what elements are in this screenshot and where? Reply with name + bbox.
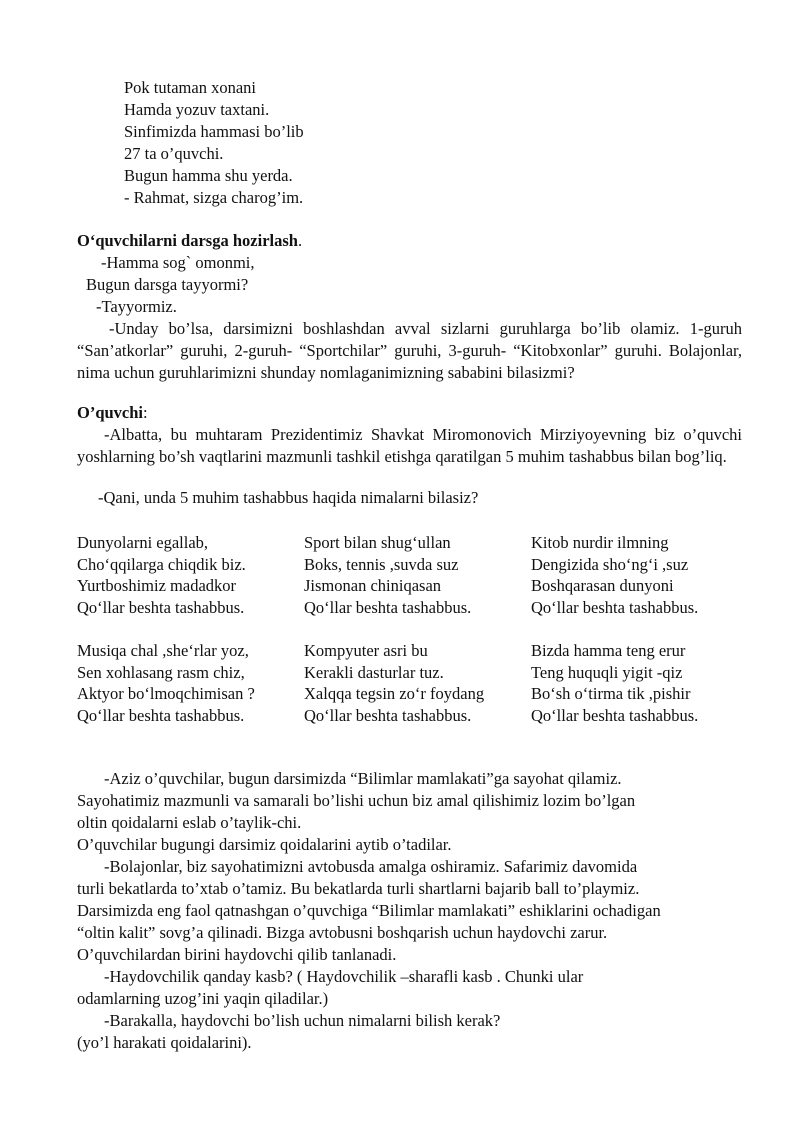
closing-line: turli bekatlarda to’xtab o’tamiz. Bu bekatlarda turli shartlarni bajarib ball to’playmiz. xyxy=(77,879,640,898)
closing-line: O’quvchilar bugungi darsimiz qoidalarini aytib o’tadilar. xyxy=(77,835,452,854)
poem-line: - Rahmat, sizga charog’im. xyxy=(124,188,304,207)
verse-line: Boshqarasan dunyoni xyxy=(531,576,674,596)
verse-stanza-2 xyxy=(304,532,471,619)
closing-line: O’quvchilardan birini haydovchi qilib tanlanadi. xyxy=(77,945,397,964)
verse-line: Kerakli dasturlar tuz. xyxy=(304,662,444,682)
verse-line: Qo‘llar beshta tashabbus. xyxy=(531,706,699,726)
closing-line: Darsimizda eng faol qatnashgan o’quvchiga “Bilimlar mamlakati” eshiklarini ochadigan xyxy=(77,901,661,920)
closing-line: Sayohatimiz mazmunli va samarali bo’lishi uchun biz amal qilishimiz lozim bo’lgan xyxy=(77,791,636,810)
verse-line: Sen xohlasang rasm chiz, xyxy=(77,662,245,682)
verse-stanza-1 xyxy=(77,532,246,619)
section-heading xyxy=(77,230,302,252)
closing-line: -Aziz o’quvchilar, bugun darsimizda “Bilimlar mamlakati”ga sayohat qilamiz. xyxy=(104,769,622,788)
closing-line: odamlarning uzog’ini yaqin qiladilar.) xyxy=(77,989,329,1008)
verse-line: Qo‘llar beshta tashabbus. xyxy=(77,598,245,618)
verse-stanza-3 xyxy=(531,532,698,619)
verse-line: Kitob nurdir ilmning xyxy=(531,533,669,552)
section-heading-period: . xyxy=(297,231,303,250)
verse-line: Aktyor bo‘lmoqchimisan ? xyxy=(77,684,255,704)
verse-line: Dengizida sho‘ng‘i ,suz xyxy=(531,554,689,574)
verse-line: Xalqqa tegsin zo‘r foydang xyxy=(304,684,485,704)
poem-line: Bugun hamma shu yerda. xyxy=(124,166,293,185)
poem-line: Hamda yozuv taxtani. xyxy=(124,100,270,119)
closing-line: oltin qoidalarni eslab o’taylik-chi. xyxy=(77,813,302,832)
closing-line: (yo’l harakati qoidalarini). xyxy=(77,1033,252,1052)
speaker-label xyxy=(77,402,148,424)
verse-line: Yurtboshimiz madadkor xyxy=(77,576,237,596)
verse-line: Bo‘sh o‘tirma tik ,pishir xyxy=(531,684,691,704)
verse-line: Bizda hamma teng erur xyxy=(531,641,686,660)
closing-line: “oltin kalit” sovg’a qilinadi. Bizga avtobusni boshqarish uchun haydovchi zarur. xyxy=(77,923,608,942)
verse-stanza-5 xyxy=(304,640,484,727)
closing-line: -Barakalla, haydovchi bo’lish uchun nimalarni bilish kerak? xyxy=(104,1011,501,1030)
student-answer-paragraph: -Albatta, bu muhtaram Prezidentimiz Shavkat Miromonovich Mirziyoyevning biz o’quvchi yoshlarning bo’sh vaqtlarini mazmunli tashkil etishga qaratilgan 5 muhim tashabbus bilan bog’liq. xyxy=(77,425,742,466)
closing-line: -Bolajonlar, biz sayohatimizni avtobusda amalga oshiramiz. Safarimiz davomida xyxy=(104,857,638,876)
dialog-line: -Tayyormiz. xyxy=(96,297,177,316)
verse-stanza-6 xyxy=(531,640,698,727)
teacher-question: -Qani, unda 5 muhim tashabbus haqida nimalarni bilasiz? xyxy=(98,488,479,507)
verse-line: Kompyuter asri bu xyxy=(304,641,428,660)
verse-line: Musiqa chal ,she‘rlar yoz, xyxy=(77,641,249,660)
verse-line: Cho‘qqilarga chiqdik biz. xyxy=(77,554,246,574)
closing-line: -Haydovchilik qanday kasb? ( Haydovchilik –sharafli kasb . Chunki ular xyxy=(104,967,584,986)
speaker-colon: : xyxy=(143,403,148,422)
verse-line: Qo‘llar beshta tashabbus. xyxy=(304,598,472,618)
verse-line: Teng huquqli yigit -qiz xyxy=(531,662,683,682)
speaker-name: O’quvchi xyxy=(77,403,144,422)
verse-line: Boks, tennis ,suvda suz xyxy=(304,554,459,574)
verse-line: Jismonan chiniqasan xyxy=(304,576,442,596)
poem-line: Sinfimizda hammasi bo’lib xyxy=(124,122,304,141)
dialog-line: -Hamma sog` omonmi, xyxy=(101,253,255,272)
dialog-line: Bugun darsga tayyormi? xyxy=(86,275,249,294)
verse-line: Sport bilan shug‘ullan xyxy=(304,533,451,552)
poem-line: 27 ta o’quvchi. xyxy=(124,144,224,163)
poem-line: Pok tutaman xonani xyxy=(124,78,256,97)
verse-line: Qo‘llar beshta tashabbus. xyxy=(304,706,472,726)
teacher-paragraph: -Unday bo’lsa, darsimizni boshlashdan avval sizlarni guruhlarga bo’lib olamiz. 1-guruh “San’atkorlar” guruhi, 2-guruh- “Sportchilar” guruhi, 3-guruh- “Kitobxonlar” guruhi. Bolajonlar, nima uchun guruhlarimizni shunday nomlaganimizning sababini bilasizmi? xyxy=(77,319,742,382)
verse-line: Qo‘llar beshta tashabbus. xyxy=(531,598,699,618)
section-heading-text: O‘quvchilarni darsga hozirlash xyxy=(77,231,298,250)
verse-line: Dunyolarni egallab, xyxy=(77,533,209,552)
verse-stanza-4 xyxy=(77,640,255,727)
verse-line: Qo‘llar beshta tashabbus. xyxy=(77,706,245,726)
